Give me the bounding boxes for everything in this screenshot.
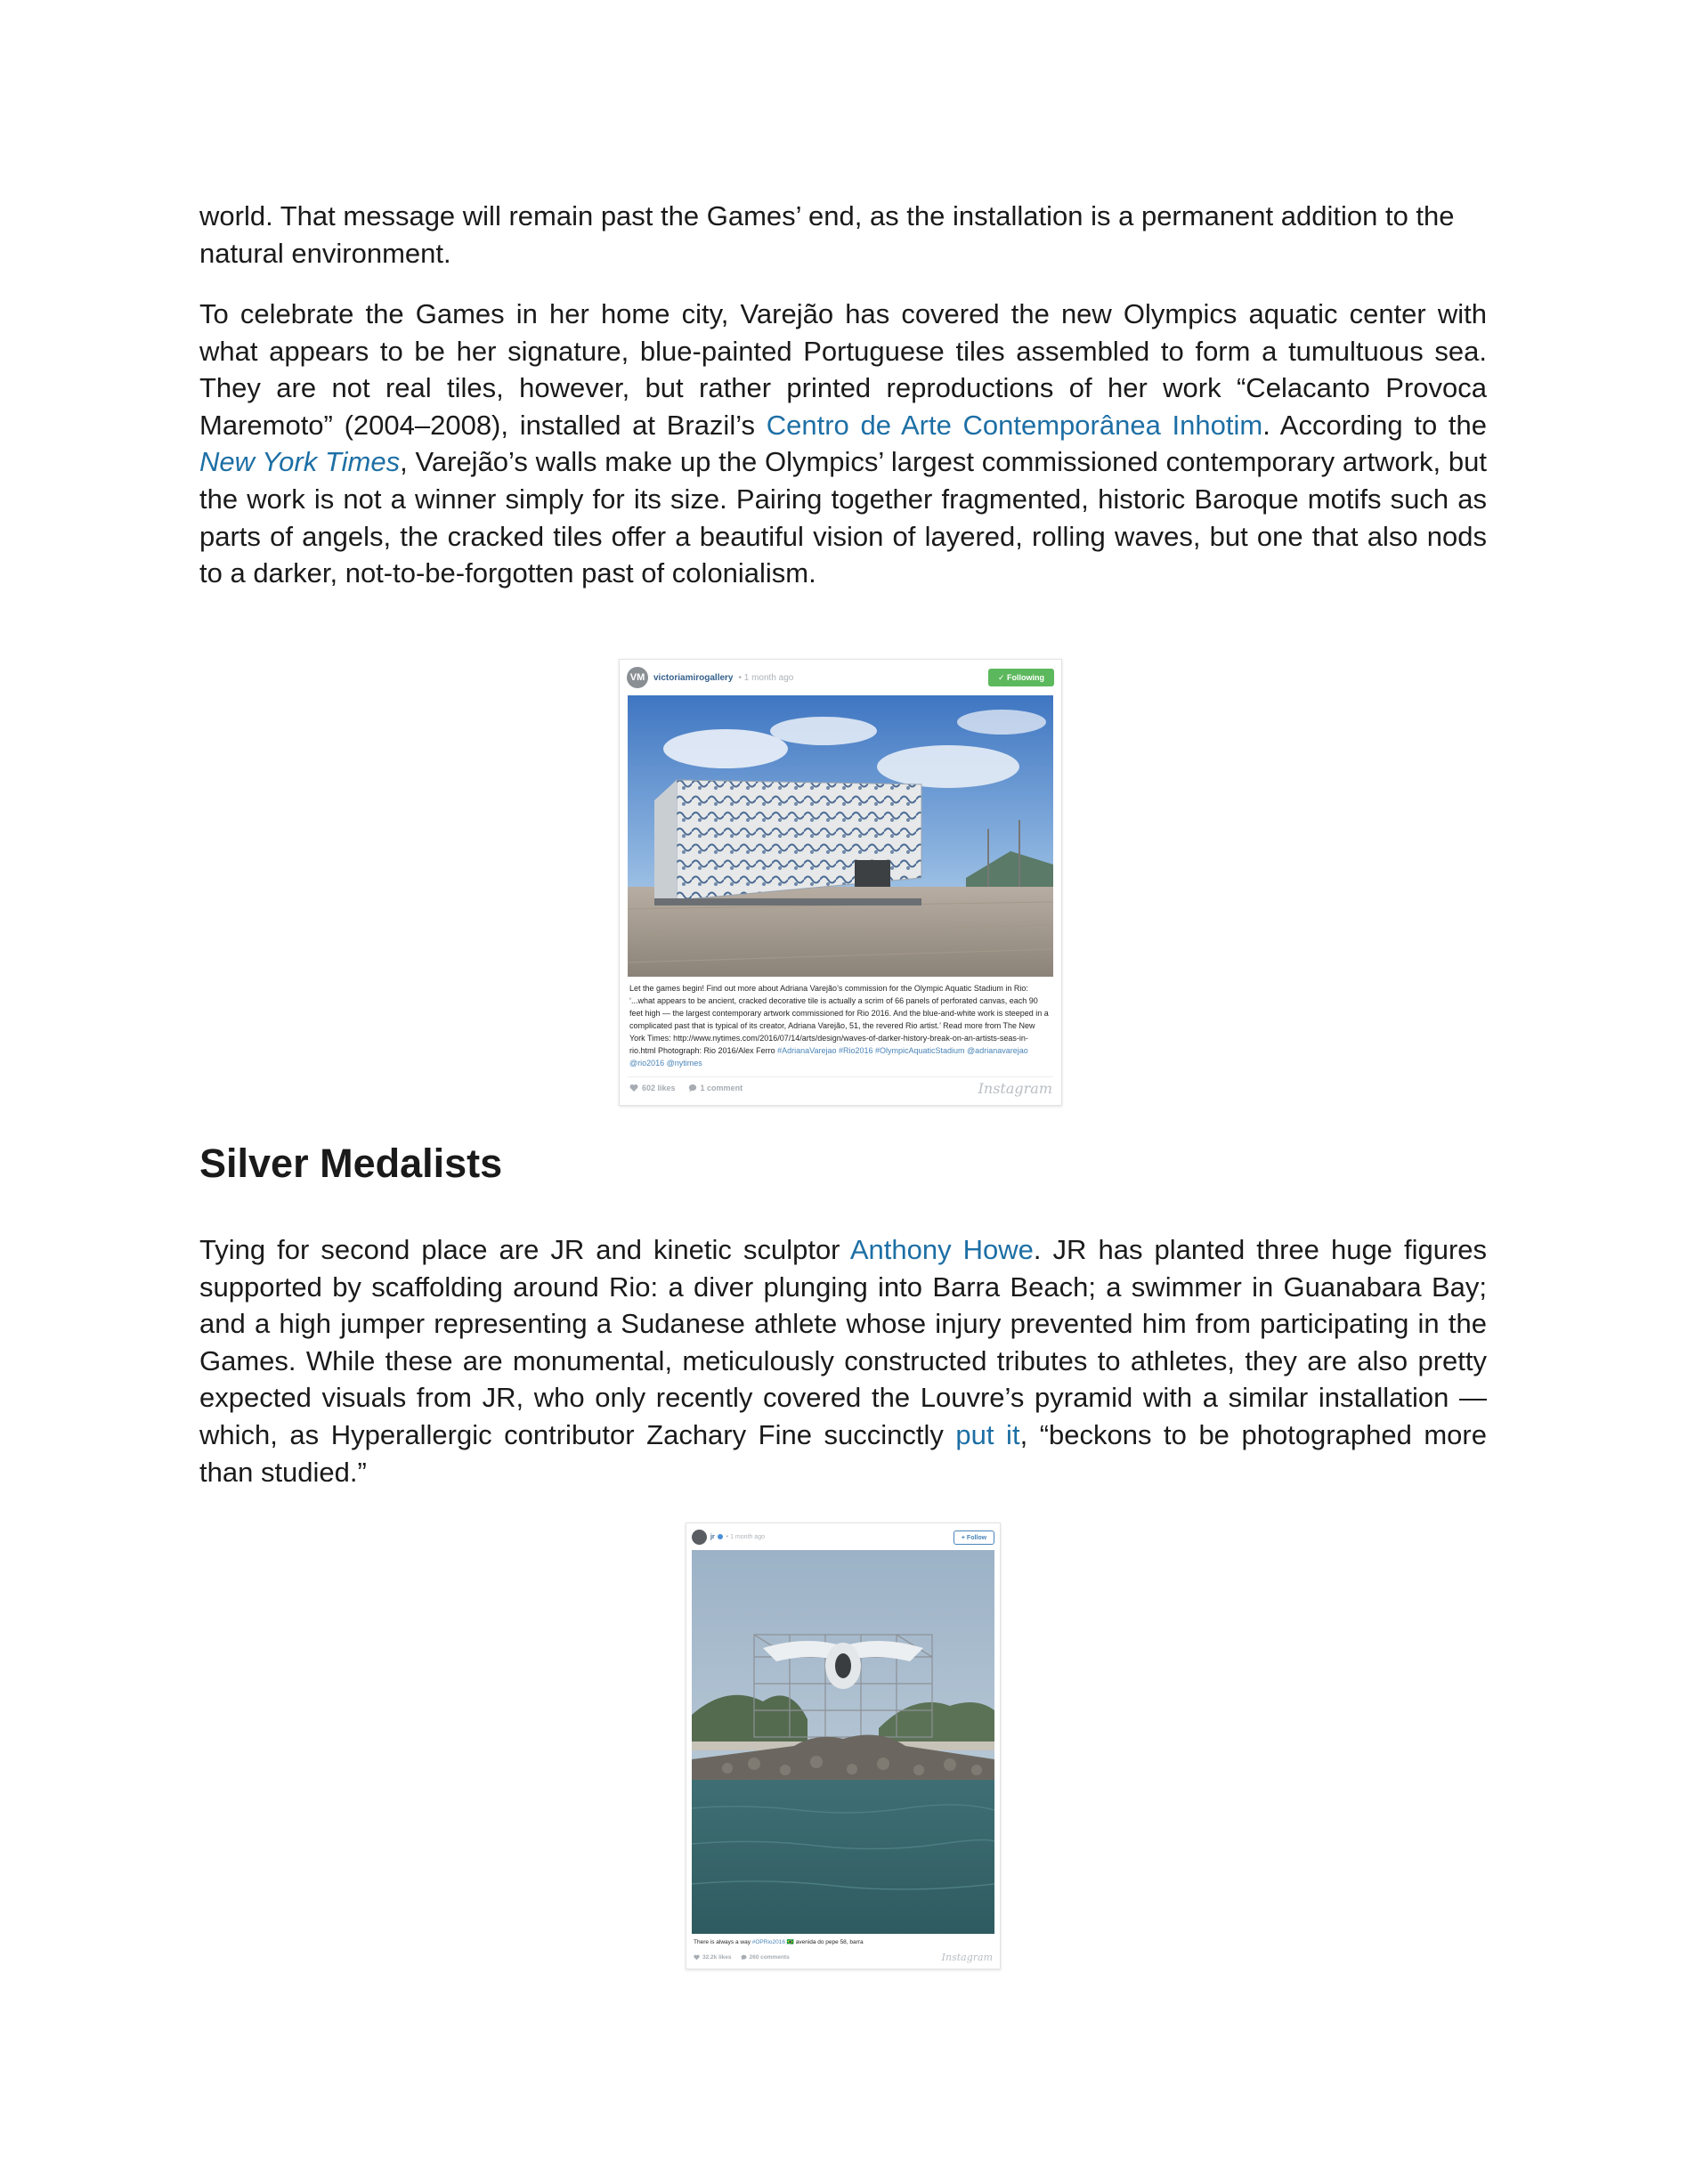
follow-button[interactable]: + Follow (954, 1530, 994, 1545)
paragraph-1-text: world. That message will remain past the Games’ end, as the installation is a permanent addition to the natural environment. (199, 200, 1455, 269)
heart-icon[interactable] (694, 1954, 700, 1961)
inhotim-link[interactable]: Centro de Arte Contemporânea Inhotim (766, 409, 1263, 441)
post-time: • 1 month ago (726, 1533, 765, 1540)
post-header (620, 660, 1061, 695)
post-username[interactable]: victoriamirogallery (653, 672, 734, 683)
gallery-avatar[interactable]: VM (627, 667, 648, 688)
post-footer (629, 1084, 743, 1092)
caption-text: There is always a way (694, 1939, 752, 1945)
caption-hashtag[interactable]: #OPRio2016 (751, 1939, 785, 1945)
post-username[interactable]: jr (710, 1533, 715, 1540)
jr-avatar[interactable] (692, 1530, 707, 1545)
aquatic-stadium-photo (628, 695, 1053, 977)
instagram-logo[interactable]: Instagram (978, 1080, 1052, 1097)
stadium-photo-graphic (628, 695, 1053, 977)
heart-icon[interactable] (629, 1084, 638, 1092)
paragraph-3-text-b: . JR has planted three huge figures supported by scaffolding around Rio: a diver plunging into Barra Beach; a swimmer in Guanabara Bay; and a high jumper representing a Sudanese athlete whose injury prevented him from participating in the Games. While these are monumental, meticulously constructed tributes to athletes, they are also pretty expected visuals from JR, who only recently covered the Louvre’s pyramid with a similar installation — which, as Hyperallergic contributor Zachary Fine succinctly (199, 1234, 1488, 1450)
instagram-embed-jr[interactable] (686, 1522, 1001, 1969)
paragraph-3 (199, 1231, 1487, 1490)
diver-photo-graphic (692, 1550, 994, 1934)
nyt-link[interactable]: New York Times (199, 446, 401, 478)
post-time: • 1 month ago (738, 672, 794, 683)
paragraph-1 (199, 198, 1487, 272)
caption-hashtags[interactable]: #AdrianaVarejao #Rio2016 #OlympicAquaticStadium @adrianavarejao @rio2016 @nytimes (629, 1046, 1028, 1068)
caption-text: Let the games begin! Find out more about Adriana Varejão’s commission for the Olympic Aquatic Stadium in Rio: ‘...what appears to be ancient, cracked decorative tile is actually a scrim of 66 panels of perforated canvas, each 90 feet high — the largest contemporary artwork commissioned for Rio 2016. And the blue-and-white work is steeped in a complicated past that is typical of its creator, Adriana Varejão, 51, the revered Rio artist.’ Read more from The New York Times: http://www.nytimes.com/2016/07/14/arts/design/waves-of-darker-history-break-on-an-artists-seas-in-rio.html Photograph: Rio 2016/Alex Ferro (629, 984, 1049, 1055)
comment-icon[interactable] (688, 1084, 697, 1092)
caption-location: 🇧🇷 avenida do pepe 58, barra (784, 1939, 864, 1945)
footer-divider (628, 1076, 1053, 1077)
post-footer (694, 1954, 790, 1961)
comment-icon[interactable] (741, 1954, 747, 1961)
instagram-embed-victoriamiro[interactable] (619, 659, 1062, 1106)
put-it-link[interactable]: put it (955, 1418, 1020, 1450)
post-caption (694, 1938, 993, 1946)
paragraph-3-text-c: , “beckons to be photographed more than studied.” (199, 1418, 1487, 1488)
instagram-logo[interactable]: Instagram (941, 1952, 993, 1963)
anthony-howe-link[interactable]: Anthony Howe (849, 1234, 1034, 1265)
comments-count: 1 comment (700, 1084, 743, 1092)
paragraph-2-text-b: . According to the (1262, 409, 1487, 441)
diver-installation-photo (692, 1550, 994, 1934)
section-heading-silver-medalists: Silver Medalists (199, 1141, 503, 1186)
paragraph-3-text-a: Tying for second place are JR and kinetic sculptor (199, 1234, 850, 1265)
verified-badge-icon (718, 1534, 723, 1539)
post-caption (629, 982, 1051, 1069)
paragraph-2 (199, 296, 1487, 592)
likes-count: 602 likes (642, 1084, 676, 1092)
paragraph-2-text-c: , Varejão’s walls make up the Olympics’ largest commissioned contemporary artwork, but the work is not a winner simply for its size. Pairing together fragmented, historic Baroque motifs such as parts of angels, the cracked tiles offer a beautiful vision of layered, rolling waves, but one that also nods to a darker, not-to-be-forgotten past of colonialism. (199, 446, 1487, 589)
likes-count: 32.2k likes (702, 1954, 732, 1961)
comments-count: 260 comments (749, 1954, 790, 1961)
paragraph-2-text-a: To celebrate the Games in her home city, Varejão has covered the new Olympics aquatic center with what appears to be her signature, blue-painted Portuguese tiles assembled to form a tumultuous sea. They are not real tiles, however, but rather printed reproductions of her work “Celacanto Provoca Maremoto” (2004–2008), installed at Brazil’s (199, 298, 1487, 441)
post-header (686, 1523, 1000, 1550)
following-button[interactable]: ✓ Following (988, 669, 1054, 686)
